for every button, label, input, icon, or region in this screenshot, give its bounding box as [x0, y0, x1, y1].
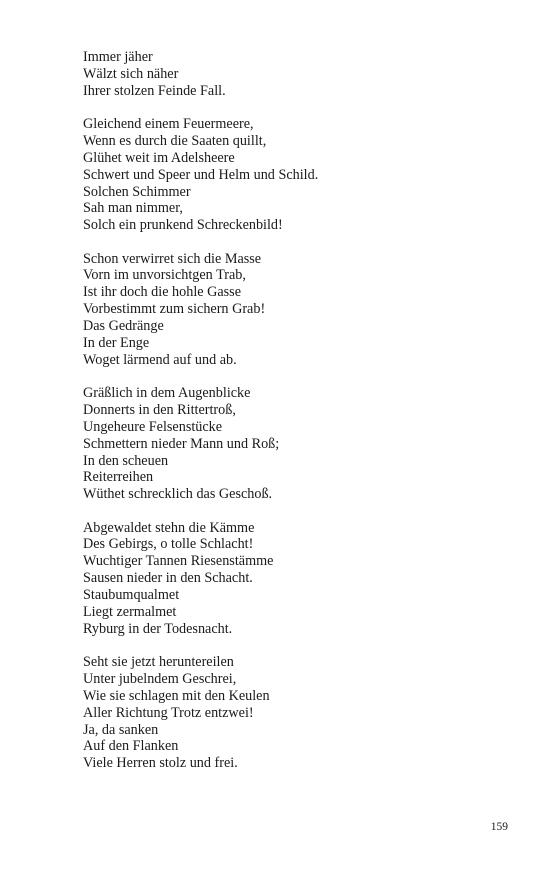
poem-line: In der Enge	[83, 334, 150, 351]
poem-line: Sausen nieder in den Schacht.	[83, 570, 253, 587]
stanza-6	[83, 654, 503, 772]
stanza-4	[83, 385, 503, 503]
poem-line: Ungeheure Felsenstücke	[83, 418, 223, 435]
poem-line: Auf den Flanken	[83, 738, 179, 755]
stanza-1	[83, 49, 503, 100]
poem-line: Das Gedränge	[83, 318, 164, 334]
poem-line: Ja, da sanken	[83, 721, 159, 738]
poem-line: Wälzt sich näher	[83, 65, 179, 82]
poem-line: Solch ein prunkend Schreckenbild!	[83, 217, 283, 234]
poem-line: Ist ihr doch die hohle Gasse	[83, 284, 241, 301]
stanza-5	[83, 520, 503, 638]
poem-line: Schon verwirret sich die Masse	[83, 250, 262, 267]
poem-line: Vorbestimmt zum sichern Grab!	[83, 301, 266, 318]
poem-line: Solchen Schimmer	[83, 183, 191, 200]
poem-line: Vorn im unvorsichtgen Trab,	[83, 267, 246, 284]
poem-line: Donnerts in den Rittertroß,	[83, 401, 236, 418]
poem-line: Immer jäher	[83, 49, 153, 65]
poem-line: Abgewaldet stehn die Kämme	[83, 519, 255, 536]
poem-line: Unter jubelndem Geschrei,	[83, 670, 237, 687]
poem-line: Wüthet schrecklich das Geschoß.	[83, 486, 273, 503]
poem-line: Gleichend einem Feuermeere,	[83, 116, 254, 133]
poem-line: Sah man nimmer,	[83, 200, 183, 217]
poem-line: Liegt zermalmet	[83, 603, 177, 620]
poem-line: Wie sie schlagen mit den Keulen	[83, 687, 270, 704]
poem-line: Seht sie jetzt heruntereilen	[83, 654, 234, 671]
poem	[83, 49, 503, 789]
poem-line: Schmettern nieder Mann und Roß;	[83, 435, 280, 452]
poem-line: In den scheuen	[83, 452, 169, 469]
stanza-2	[83, 116, 503, 234]
poem-line: Des Gebirgs, o tolle Schlacht!	[83, 536, 254, 553]
poem-line: Schwert und Speer und Helm und Schild.	[83, 166, 319, 183]
poem-line: Glühet weit im Adelsheere	[83, 149, 235, 166]
poem-line: Ryburg in der Todesnacht.	[83, 620, 233, 637]
poem-line: Ihrer stolzen Feinde Fall.	[83, 82, 226, 99]
poem-line: Aller Richtung Trotz entzwei!	[83, 704, 254, 721]
poem-line: Woget lärmend auf und ab.	[83, 351, 237, 368]
poem-line: Wenn es durch die Saaten quillt,	[83, 132, 267, 149]
poem-line: Gräßlich in dem Augenblicke	[83, 385, 251, 402]
poem-line: Staubumqualmet	[83, 587, 180, 603]
page-number: 159	[490, 821, 508, 833]
poem-line: Reiterreihen	[83, 469, 154, 486]
stanza-3	[83, 251, 503, 369]
poem-line: Wuchtiger Tannen Riesenstämme	[83, 553, 274, 570]
poem-line: Viele Herren stolz und frei.	[83, 755, 238, 772]
